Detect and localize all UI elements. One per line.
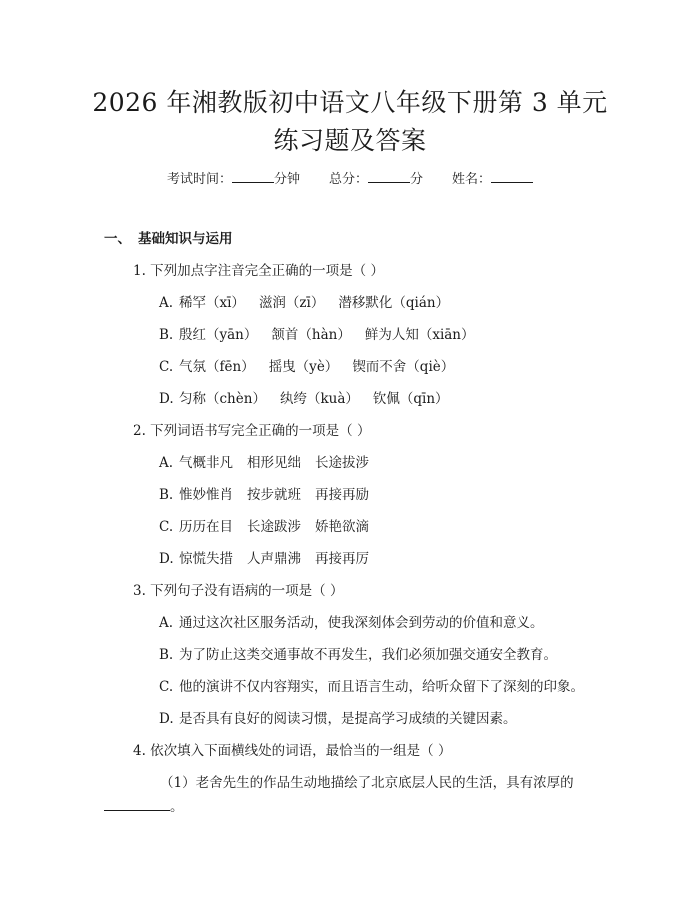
answer-blank [104, 798, 170, 811]
question-3-option-b: B. 为了防止这类交通事故不再发生，我们必须加强交通安全教育。 [159, 647, 557, 663]
question-2-option-c: C. 历历在目 长途跋涉 娇艳欲滴 [159, 519, 369, 535]
question-2-option-b: B. 惟妙惟肖 按步就班 再接再励 [159, 487, 369, 503]
question-1-option-c: C. 气氛（fēn） 摇曳（yè） 锲而不舍（qiè） [159, 359, 455, 375]
document-title-line-1: 2026 年湘教版初中语文八年级下册第 3 单元 [92, 88, 608, 117]
student-name-blank [491, 170, 533, 183]
question-1-option-b: B. 殷红（yān） 颔首（hàn） 鲜为人知（xiān） [159, 327, 475, 343]
total-score-label: 总分： [328, 172, 368, 187]
question-2-option-a: A. 气概非凡 相形见绌 长途拔涉 [159, 455, 369, 471]
section-heading [104, 230, 233, 248]
question-4-sub-1-blank-line: 。 [104, 798, 184, 816]
question-3-option-a: A. 通过这次社区服务活动，使我深刻体会到劳动的价值和意义。 [159, 615, 544, 631]
question-4-stem: 4. 依次填入下面横线处的词语，最恰当的一组是（ ） [133, 743, 452, 759]
question-3-option-c: C. 他的演讲不仅内容翔实，而且语言生动，给听众留下了深刻的印象。 [159, 679, 584, 695]
total-score-unit: 分 [410, 172, 424, 187]
exam-info-row [0, 170, 700, 189]
student-name-label: 姓名： [451, 172, 491, 187]
question-3-stem: 3. 下列句子没有语病的一项是（ ） [133, 583, 344, 599]
exam-time-unit: 分钟 [274, 172, 301, 187]
question-1-option-a: A. 稀罕（xī） 滋润（zī） 潜移默化（qián） [159, 295, 450, 311]
question-4-sub-1: （1）老舍先生的作品生动地描绘了北京底层人民的生活，具有浓厚的 [160, 775, 574, 791]
question-1-option-d: D. 匀称（chèn） 纨绔（kuà） 钦佩（qīn） [159, 391, 449, 407]
question-2-stem: 2. 下列词语书写完全正确的一项是（ ） [133, 423, 371, 439]
exam-time-label: 考试时间： [167, 172, 233, 187]
section-title: 基础知识与运用 [138, 231, 233, 247]
section-number: 一、 [104, 231, 131, 247]
document-title-line-2: 练习题及答案 [273, 126, 427, 155]
question-3-option-d: D. 是否具有良好的阅读习惯，是提高学习成绩的关键因素。 [159, 711, 517, 727]
total-score-blank [368, 170, 410, 183]
exam-time-blank [232, 170, 274, 183]
question-2-option-d: D. 惊慌失措 人声鼎沸 再接再厉 [159, 551, 369, 567]
question-1-stem: 1. 下列加点字注音完全正确的一项是（ ） [133, 263, 384, 279]
